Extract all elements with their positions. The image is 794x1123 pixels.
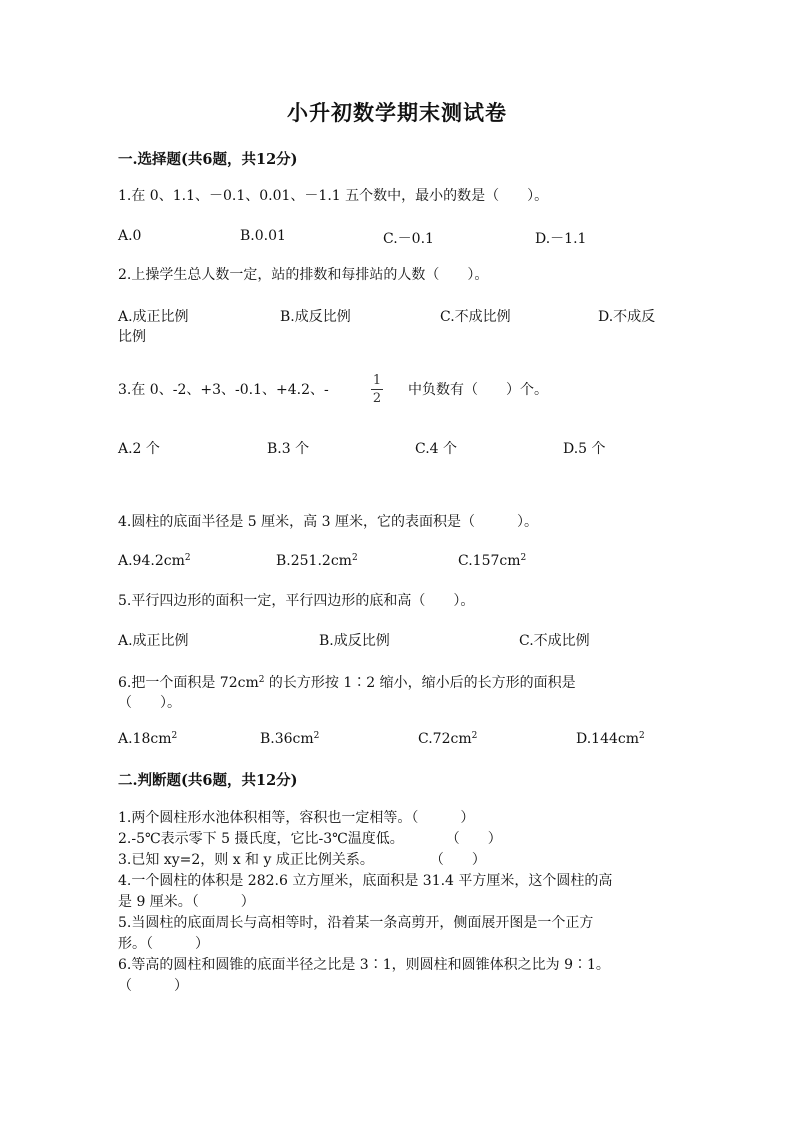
- judge-item-3: 3.已知 xy=2，则 x 和 y 成正比例关系。 （ ）: [118, 852, 486, 868]
- q4-option-a[interactable]: [118, 553, 191, 569]
- q1-option-c[interactable]: C.－0.1: [383, 231, 434, 247]
- q5-option-b[interactable]: B.成反比例: [319, 633, 390, 649]
- superscript-2: 2: [520, 553, 527, 563]
- q6-stem-part-b: 的长方形按 1∶2 缩小，缩小后的长方形的面积是: [264, 675, 576, 691]
- superscript-2: 2: [351, 553, 358, 563]
- superscript-2: 2: [471, 731, 478, 741]
- q1-option-d[interactable]: D.－1.1: [535, 231, 587, 247]
- q6-option-c[interactable]: [418, 731, 477, 747]
- q4-option-c[interactable]: [458, 553, 526, 569]
- q4-option-b[interactable]: [276, 553, 358, 569]
- q2-option-d[interactable]: D.不成反: [598, 309, 656, 325]
- judge-item-6-line1: 6.等高的圆柱和圆锥的底面半径之比是 3∶1，则圆柱和圆锥体积之比为 9∶1。: [118, 957, 610, 973]
- q6-stem-part-c: （ ）。: [118, 695, 181, 711]
- question-5-stem: 5.平行四边形的面积一定，平行四边形的底和高（ ）。: [118, 593, 475, 609]
- question-1-stem: 1.在 0、1.1、－0.1、0.01、－1.1 五个数中，最小的数是（ ）。: [118, 188, 549, 204]
- question-2-stem: 2.上操学生总人数一定，站的排数和每排站的人数（ ）。: [118, 267, 489, 283]
- q6-option-c-text: C.72cm: [418, 731, 472, 747]
- superscript-2: 2: [313, 731, 320, 741]
- q6-option-d-text: D.144cm: [576, 731, 640, 747]
- page-title: 小升初数学期末测试卷: [287, 100, 507, 125]
- judge-item-6-line2: （ ）: [118, 978, 188, 994]
- superscript-2: 2: [258, 675, 265, 685]
- superscript-2: 2: [184, 553, 191, 563]
- q1-option-b[interactable]: B.0.01: [240, 228, 286, 244]
- fraction-bar: [371, 389, 383, 390]
- q5-option-a[interactable]: A.成正比例: [118, 633, 189, 649]
- q2-option-d-continued: 比例: [118, 329, 146, 345]
- fraction-one-half: [371, 373, 383, 406]
- q2-option-c[interactable]: C.不成比例: [440, 309, 511, 325]
- q2-option-a[interactable]: A.成正比例: [118, 309, 189, 325]
- q3-option-b[interactable]: B.3 个: [267, 441, 310, 457]
- question-6-stem: [118, 670, 678, 713]
- q4-option-b-text: B.251.2cm: [276, 553, 352, 569]
- q6-option-a-text: A.18cm: [118, 731, 172, 747]
- judge-item-5: [118, 913, 678, 955]
- judge-item-5-line2: 形。（ ）: [118, 936, 209, 952]
- judge-item-5-line1: 5.当圆柱的底面周长与高相等时，沿着某一条高剪开，侧面展开图是一个正方: [118, 915, 594, 931]
- judge-item-4-line2: 是 9 厘米。（ ）: [118, 894, 255, 910]
- q2-option-b[interactable]: B.成反比例: [280, 309, 351, 325]
- fraction-denominator: 2: [372, 391, 382, 406]
- superscript-2: 2: [171, 731, 178, 741]
- q3-option-c[interactable]: C.4 个: [415, 441, 458, 457]
- section-heading-choice: 一.选择题(共6题，共12分): [118, 151, 298, 168]
- fraction-numerator: 1: [372, 373, 382, 388]
- judge-item-1: 1.两个圆柱形水池体积相等，容积也一定相等。（ ）: [118, 810, 475, 826]
- q4-option-c-text: C.157cm: [458, 553, 521, 569]
- judge-item-2: 2.-5℃表示零下 5 摄氏度，它比-3℃温度低。 （ ）: [118, 831, 502, 847]
- q3-option-d[interactable]: D.5 个: [563, 441, 606, 457]
- superscript-2: 2: [639, 731, 645, 741]
- q6-option-d[interactable]: [576, 731, 645, 747]
- judge-item-6: [118, 955, 678, 997]
- section-heading-judge: 二.判断题(共6题，共12分): [118, 772, 298, 789]
- q6-option-b[interactable]: [260, 731, 319, 747]
- judge-item-4: [118, 871, 678, 913]
- q6-option-a[interactable]: [118, 731, 177, 747]
- question-3-stem-end: 中负数有（ ）个。: [408, 382, 548, 398]
- q3-option-a[interactable]: A.2 个: [118, 441, 160, 457]
- question-4-stem: 4.圆柱的底面半径是 5 厘米，高 3 厘米，它的表面积是（ ）。: [118, 514, 538, 530]
- q1-option-a[interactable]: A.0: [118, 228, 142, 244]
- q4-option-a-text: A.94.2cm: [118, 553, 185, 569]
- judge-item-4-line1: 4.一个圆柱的体积是 282.6 立方厘米，底面积是 31.4 平方厘米，这个圆柱的高: [118, 873, 613, 889]
- q6-option-b-text: B.36cm: [260, 731, 314, 747]
- q5-option-c[interactable]: C.不成比例: [519, 633, 590, 649]
- question-3-stem-start: 3.在 0、-2、+3、-0.1、+4.2、-: [118, 382, 329, 398]
- q6-stem-part-a: 6.把一个面积是 72cm: [118, 675, 259, 691]
